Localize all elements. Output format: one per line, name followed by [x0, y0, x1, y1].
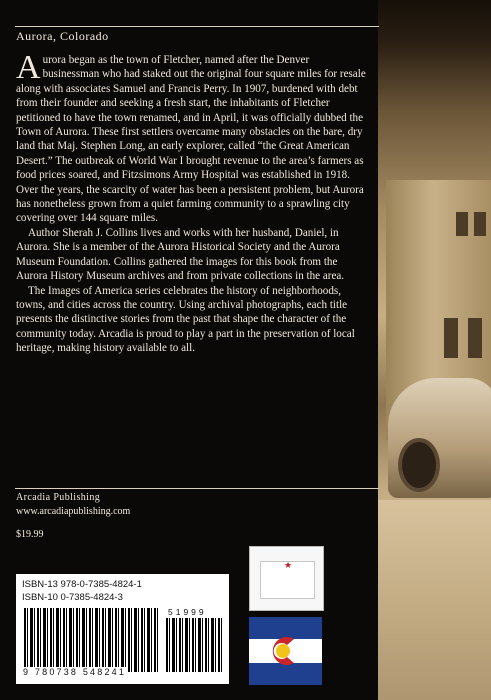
colorado-map [249, 546, 324, 611]
aurora-location-marker: ★ [284, 561, 293, 571]
building-window [474, 212, 486, 236]
intro-paragraph-text: urora began as the town of Fletcher, named after the Denver businessman who had staked out the original four square miles for resale along with associates Samuel and Francis Perry. In 1907, burdened with debt from their founder and seeking a fresh start, the inhabitants of Fletcher petitioned to have the town renamed, and in April, it was officially dubbed the Town of Aurora. These first settlers overcame many obstacles on the bare, dry land that Maj. Stephen Long, an early explorer, called “the Great American Desert.” The outbreak of World War I brought revenue to the area’s farmers as food prices soared, and Fitzsimons Army Hospital was established in 1918. Over the years, the scarcity of water has been a persistent problem, but Aurora has nonetheless grown from a quiet farming community to a sprawling city covering over 144 square miles. [16, 54, 366, 225]
dirt-road [378, 500, 491, 700]
barcode-bars [24, 608, 160, 672]
publisher-name: Arcadia Publishing [16, 492, 101, 503]
barcode-addon-digits: 51999 [168, 607, 207, 617]
footer-rule [15, 488, 379, 489]
building-window [444, 318, 458, 358]
sepia-street-photo [378, 0, 491, 700]
isbn10-label: ISBN-10 0-7385-4824-3 [22, 592, 123, 603]
price: $19.99 [16, 529, 44, 540]
barcode-digits: 9 780738 548241 [23, 667, 127, 677]
flag-top-stripe [249, 617, 322, 639]
intro-paragraph [16, 49, 366, 226]
publisher-url: www.arcadiapublishing.com [16, 506, 131, 517]
description-text [16, 49, 366, 356]
flag-icon [249, 617, 322, 685]
flag-bottom-stripe [249, 663, 322, 685]
header-rule [15, 26, 379, 27]
isbn13-label: ISBN-13 978-0-7385-4824-1 [22, 579, 142, 590]
author-paragraph: Author Sherah J. Collins lives and works with her husband, Daniel, in Aurora. She is a member of the Aurora Historical Society and the Aurora Museum Foundation. Collins gathered the images for this book from the Aurora History Museum archives and from private collections in the area. [16, 226, 345, 283]
flag-gold-disc [276, 644, 290, 658]
building-window [456, 212, 468, 236]
building-window [468, 318, 482, 358]
car-wheel [398, 438, 440, 492]
place-title: Aurora, Colorado [16, 29, 109, 43]
colorado-flag [249, 617, 322, 685]
drop-cap: A [16, 49, 41, 86]
series-paragraph: The Images of America series celebrates the history of neighborhoods, towns, and cities across the country. Using archival photographs, each title presents the distinctive stories from the past that shape the character of the community today. Arcadia is proud to play a part in the preservation of local heritage, making history available to all. [16, 284, 355, 355]
barcode-addon-bars [166, 618, 222, 672]
barcode-panel [16, 574, 229, 684]
